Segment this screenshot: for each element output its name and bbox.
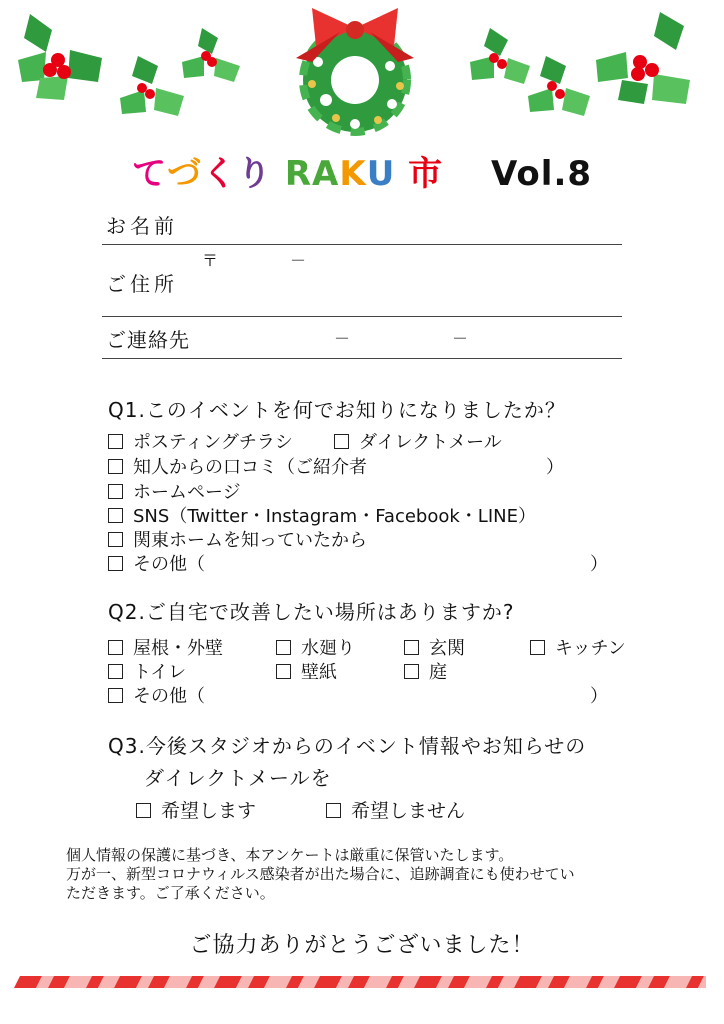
name-label: お名前 (106, 214, 178, 238)
q1-option[interactable]: 関東ホームを知っていたから (108, 526, 367, 552)
title-char: く (201, 154, 237, 194)
postal-mark: 〒 (202, 251, 219, 270)
checkbox[interactable] (108, 508, 123, 523)
q3-option-yes[interactable]: 希望します (136, 796, 256, 823)
q2-option[interactable]: 玄関 (404, 634, 465, 660)
checkbox[interactable] (276, 640, 291, 655)
q3-option-no[interactable]: 希望しません (326, 796, 465, 823)
holiday-decoration (0, 0, 724, 150)
q2-option[interactable]: その他（ (108, 682, 205, 708)
q2-option[interactable]: 庭 (404, 658, 447, 684)
title-char (395, 154, 408, 194)
question-2: Q2.ご自宅で改善したい場所はありますか? (108, 600, 515, 624)
title-char: U (366, 154, 396, 194)
q1-option[interactable]: 知人からの口コミ（ご紹介者 (108, 453, 367, 479)
holly-icon (528, 56, 590, 116)
address-label: ご住所 (106, 272, 178, 296)
title-char (272, 154, 285, 194)
checkbox[interactable] (136, 803, 151, 818)
holly-icon (120, 56, 184, 116)
title-char: づ (166, 154, 202, 194)
page-title (0, 146, 724, 195)
holly-icon (18, 14, 102, 100)
privacy-note-line: 個人情報の保護に基づき、本アンケートは厳重に保管いたします。 (66, 846, 514, 864)
contact-label: ご連絡先 (106, 328, 190, 352)
title-char: Vol.8 (443, 154, 593, 194)
thanks-message: ご協力ありがとうございました！ (189, 933, 535, 958)
question-3-line2: ダイレクトメールを (144, 766, 332, 790)
title-char: り (236, 154, 272, 194)
checkbox[interactable] (108, 664, 123, 679)
checkbox[interactable] (334, 434, 349, 449)
checkbox[interactable] (108, 459, 123, 474)
contact-line[interactable] (102, 358, 622, 359)
privacy-note-line: ただきます。ご了承ください。 (66, 884, 275, 902)
postal-dash: － (290, 251, 307, 270)
question-1: Q1.このイベントを何でお知りになりましたか？ (108, 398, 566, 422)
contact-dash: － (334, 329, 351, 348)
q2-option[interactable]: 壁紙 (276, 658, 337, 684)
contact-dash: － (452, 329, 469, 348)
holly-icon (596, 12, 690, 104)
q1-bracket: ） (590, 554, 608, 575)
q2-option[interactable]: トイレ (108, 658, 186, 684)
checkbox[interactable] (530, 640, 545, 655)
q2-option[interactable]: キッチン (530, 634, 626, 660)
checkbox[interactable] (108, 484, 123, 499)
q1-bracket: ） (546, 457, 564, 478)
checkbox[interactable] (404, 664, 419, 679)
title-char: A (312, 154, 340, 194)
name-line[interactable] (102, 244, 622, 245)
title-char: 市 (408, 154, 444, 194)
checkbox[interactable] (404, 640, 419, 655)
privacy-note-line: 万が一、新型コロナウィルス感染者が出た場合に、追跡調査にも使わせてい (66, 865, 575, 883)
holly-icon (182, 28, 240, 82)
q1-option[interactable]: その他（ (108, 550, 205, 576)
checkbox[interactable] (326, 803, 341, 818)
q1-option[interactable]: ポスティングチラシ (108, 428, 293, 454)
q2-option[interactable]: 水廻り (276, 634, 355, 660)
holly-icon (470, 28, 530, 84)
q1-option[interactable]: SNS（Twitter・Instagram・Facebook・LINE） (108, 502, 536, 528)
question-3: Q3.今後スタジオからのイベント情報やお知らせの (108, 734, 587, 758)
address-line[interactable] (102, 316, 622, 317)
checkbox[interactable] (276, 664, 291, 679)
q2-bracket: ） (590, 686, 608, 707)
checkbox[interactable] (108, 640, 123, 655)
title-char: K (339, 154, 367, 194)
checkbox[interactable] (108, 688, 123, 703)
checkbox[interactable] (108, 434, 123, 449)
title-char: て (131, 154, 167, 194)
q1-option[interactable]: ホームページ (108, 478, 241, 504)
q2-option[interactable]: 屋根・外壁 (108, 634, 223, 660)
title-char: R (284, 154, 312, 194)
checkbox[interactable] (108, 556, 123, 571)
stripe-border (14, 976, 706, 988)
checkbox[interactable] (108, 532, 123, 547)
q1-option[interactable]: ダイレクトメール (334, 428, 502, 454)
